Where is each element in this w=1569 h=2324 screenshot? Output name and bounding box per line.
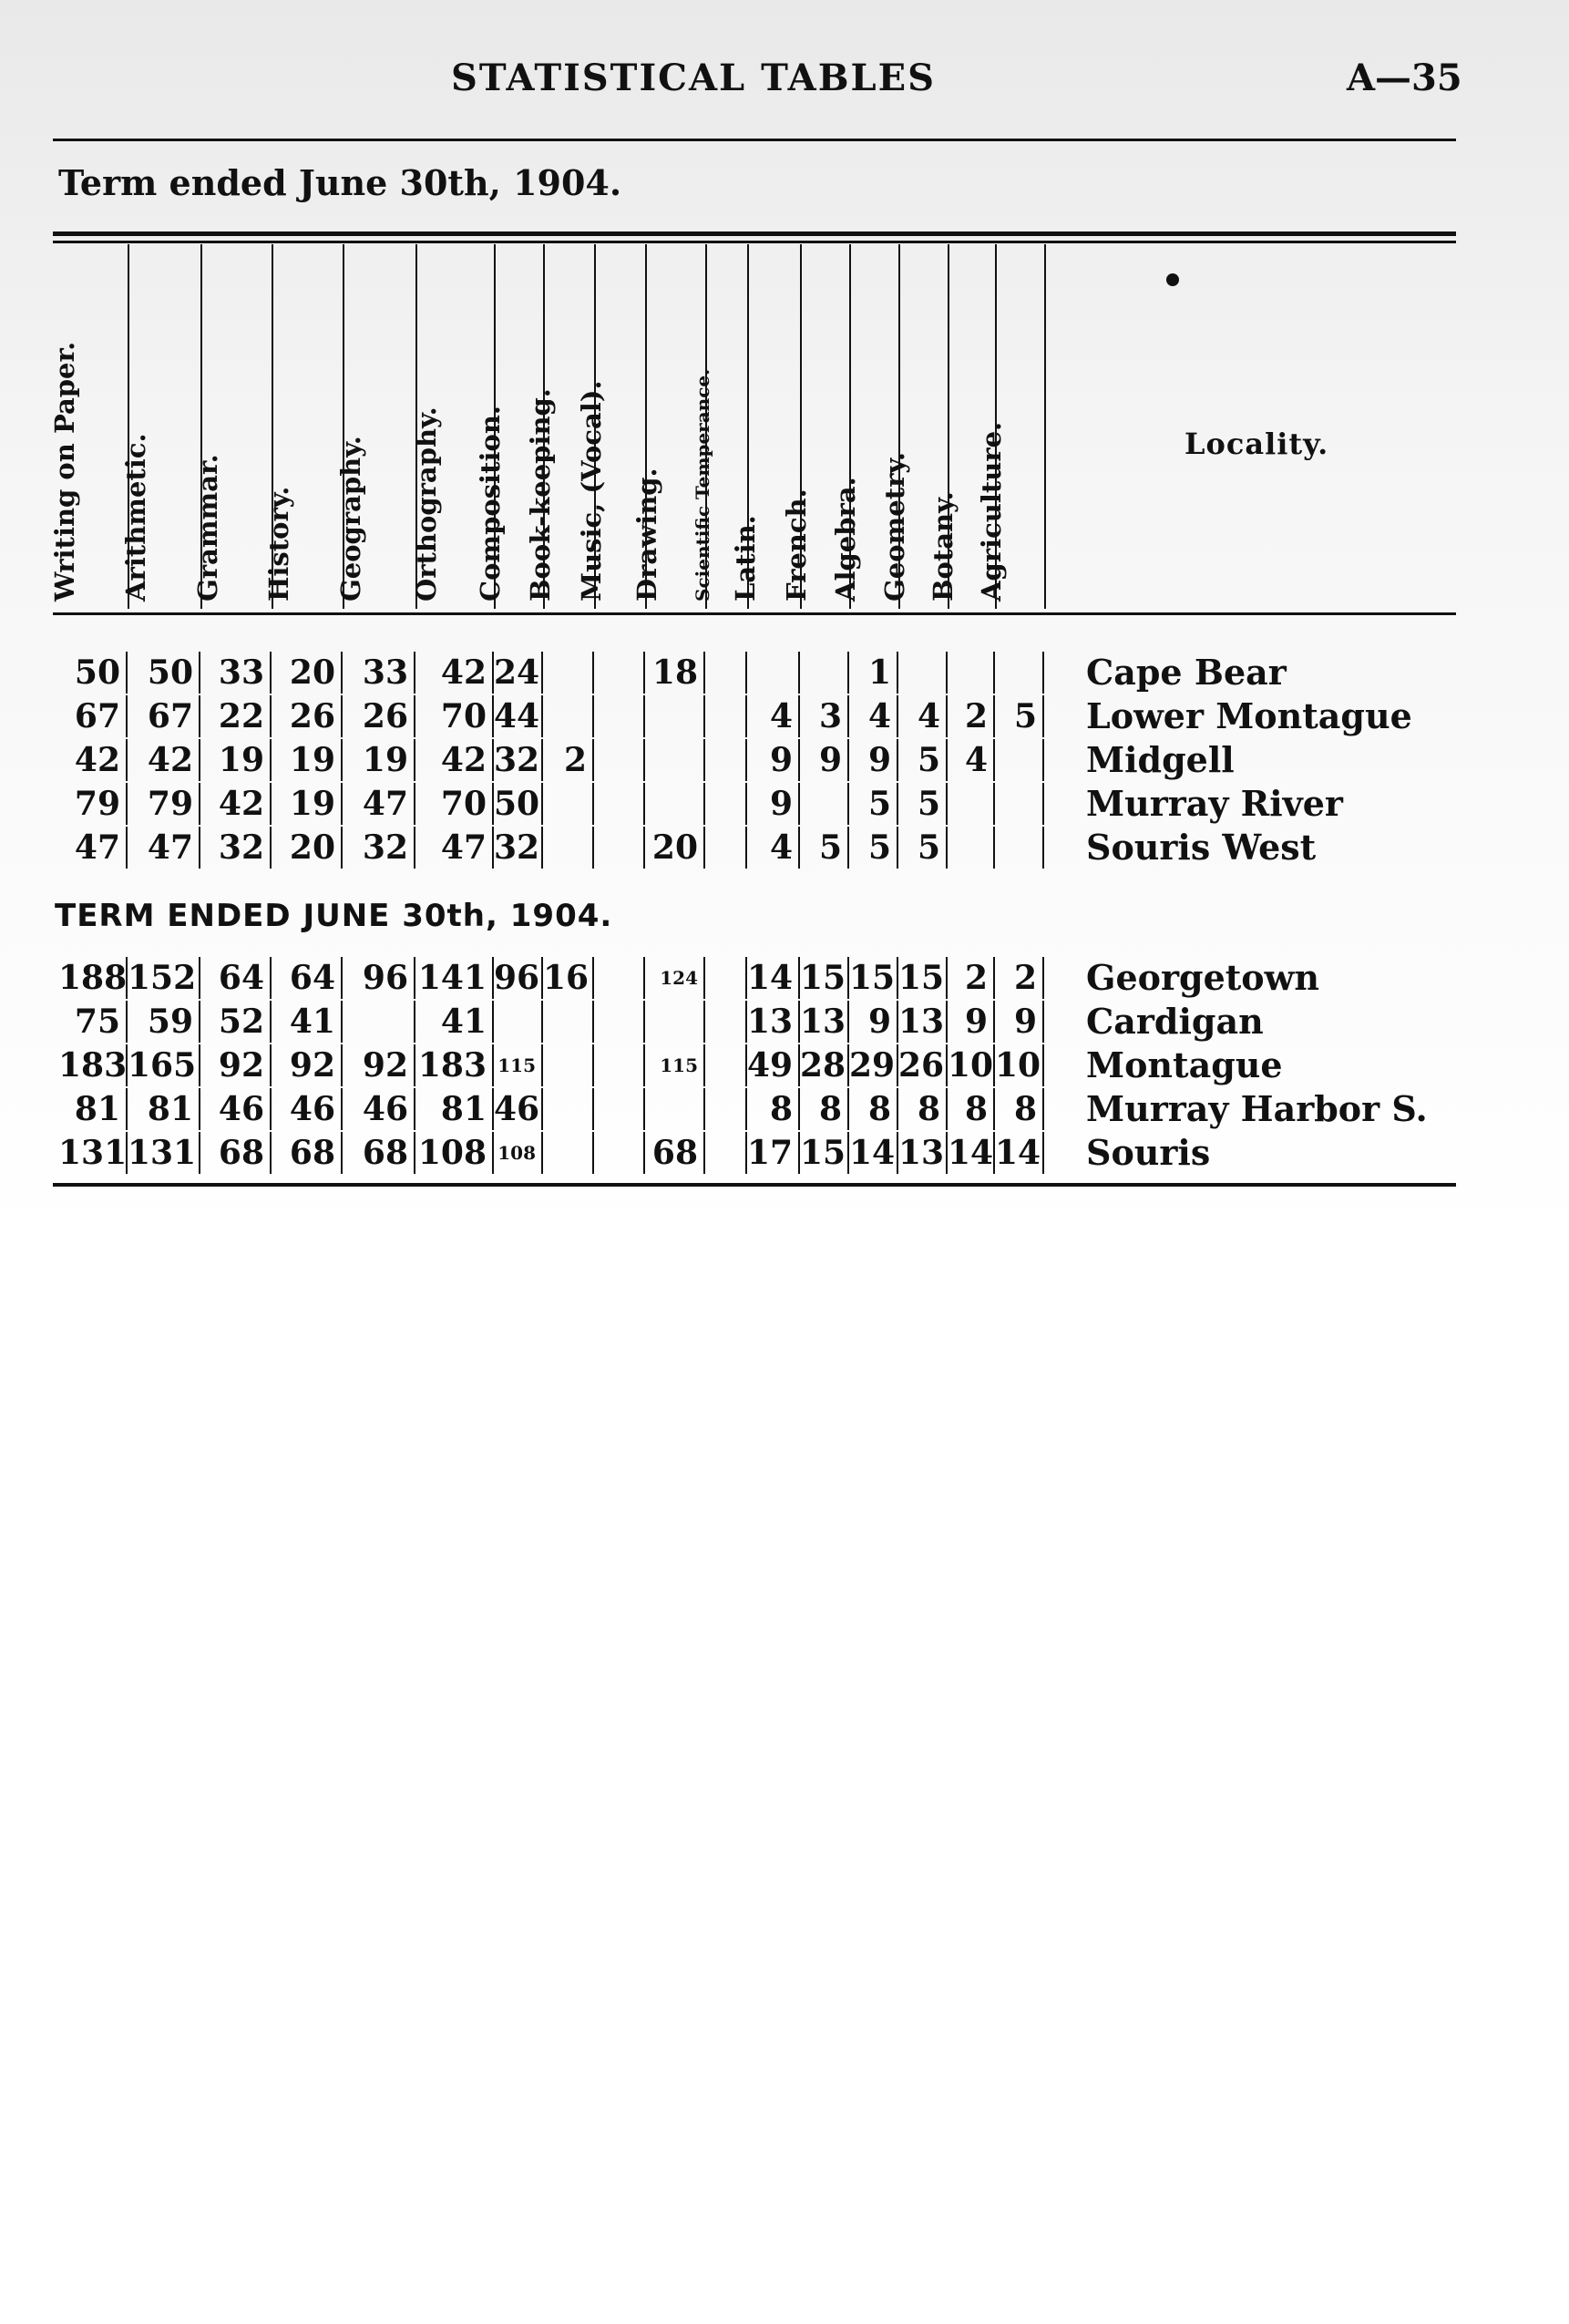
table-cell: 92 [343,1044,415,1086]
table-cell: 13 [898,1001,948,1043]
table-cell: 19 [272,739,343,781]
table-cell: 67 [128,695,200,737]
table-cell: 52 [200,1001,272,1043]
table-cell: 42 [128,739,200,781]
table-cell: 68 [200,1132,272,1174]
table-cell: 44 [494,695,543,737]
table-cell: 1 [849,652,898,694]
table-cell: 5 [898,783,948,825]
locality-name: Midgell [1086,739,1235,780]
table-cell: 2 [995,957,1044,999]
table-cell [343,1001,415,1043]
table-cell [645,1088,705,1130]
table-cell: 19 [200,739,272,781]
table-cell [594,1001,645,1043]
table-cell: 4 [898,695,948,737]
table-cell: 46 [272,1088,343,1130]
column-header [120,244,202,609]
table-cell: 5 [800,827,849,869]
table-cell: 14 [747,957,800,999]
table-cell: 81 [128,1088,200,1130]
table-cell: 10 [948,1046,994,1085]
table-cell: 115 [494,1044,543,1086]
table-cell: 15 [800,1132,849,1174]
table-cell: 50 [58,652,128,694]
column-header-label: Botany. [928,491,959,602]
table-cell [995,827,1044,869]
column-header [263,244,344,609]
table-cell: 8 [800,1088,849,1130]
ink-dot [1166,273,1179,286]
table-cell [705,1088,747,1130]
table-cell [543,1132,594,1174]
table-cell: 42 [200,783,272,825]
column-header-label: History. [263,486,294,602]
table-cell: 9 [995,1001,1044,1043]
table-cell: 26 [898,1044,948,1086]
table-cell: 8 [747,1088,800,1130]
table-cell: 67 [58,695,128,737]
table-cell: 20 [645,827,705,869]
table-cell: 14 [849,1132,898,1174]
table-cell: 131 [128,1132,200,1174]
table-cell [594,739,645,781]
table-cell: 59 [128,1001,200,1043]
table-bottom-rule [53,1183,1456,1187]
table-cell [800,783,849,825]
table-cell: 141 [415,957,494,999]
table-cell: 20 [272,652,343,694]
table-cell: 29 [849,1044,898,1086]
table-cell [543,1088,594,1130]
column-header-label: Geography. [335,436,366,602]
table-cell: 9 [948,1001,995,1043]
locality-name: Cape Bear [1086,652,1287,693]
table-cell: 9 [849,1001,898,1043]
table-cell: 5 [898,739,948,781]
table-cell [594,695,645,737]
table-cell [948,783,995,825]
page-heading: STATISTICAL TABLES [451,57,936,99]
table-cell: 79 [128,783,200,825]
table-cell: 8 [948,1088,995,1130]
table-cell [995,739,1044,781]
table-cell [705,1001,747,1043]
table-cell: 124 [645,957,705,999]
table-cell [594,783,645,825]
table-cell: 46 [494,1088,543,1130]
table-cell: 49 [747,1044,800,1086]
table-cell: 165 [128,1044,200,1086]
table-cell: 2 [543,739,594,781]
table-cell [543,827,594,869]
column-header-label: Grammar. [192,454,223,602]
section-2-title: TERM ENDED JUNE 30th, 1904. [55,898,613,934]
table-cell: 81 [58,1088,128,1130]
column-header-label: Algebra. [830,477,861,602]
table-cell: 15 [898,957,948,999]
table-cell [594,1088,645,1130]
table-subtitle: Term ended June 30th, 1904. [58,162,622,203]
table-cell: 47 [415,827,494,869]
table-cell: 81 [415,1088,494,1130]
table-cell: 16 [543,957,594,999]
table-cell [594,957,645,999]
column-header-label: Agriculture. [976,421,1007,602]
locality-name: Montague [1086,1044,1283,1085]
table-cell [543,695,594,737]
table-cell: 5 [849,827,898,869]
locality-name: Souris West [1086,827,1317,868]
column-header [976,244,1046,609]
table-cell [543,652,594,694]
column-header [335,244,417,609]
locality-name: Murray Harbor S. [1086,1088,1428,1129]
table-cell: 41 [415,1001,494,1043]
table-cell: 22 [200,695,272,737]
table-cell: 4 [948,739,995,781]
locality-name: Lower Montague [1086,695,1412,736]
column-header [192,244,273,609]
table-cell: 5 [995,695,1044,737]
table-cell: 3 [800,695,849,737]
table-cell [705,739,747,781]
table-cell: 10 [995,1044,1044,1086]
column-header-label: Drawing. [631,468,662,602]
table-cell: 68 [343,1132,415,1174]
table-cell [543,783,594,825]
table-cell: 33 [200,652,272,694]
table-cell: 13 [898,1132,948,1174]
column-header [49,244,129,609]
locality-name: Cardigan [1086,1001,1264,1042]
table-cell: 18 [645,652,705,694]
table-cell: 92 [272,1044,343,1086]
table-cell [645,1001,705,1043]
table-cell [494,1001,543,1043]
table-cell: 14 [948,1134,994,1172]
locality-header: Locality. [1184,427,1329,461]
table-cell [995,652,1044,694]
table-cell: 15 [849,957,898,999]
table-cell [705,1132,747,1174]
table-cell [705,1044,747,1086]
table-cell: 32 [494,739,543,781]
table-cell: 183 [58,1046,128,1085]
column-header-label: Arithmetic. [120,433,151,602]
table-cell: 108 [494,1132,543,1174]
column-header-label: Book-keeping. [525,388,556,602]
table-cell: 32 [200,827,272,869]
table-cell: 19 [343,739,415,781]
table-cell: 70 [415,783,494,825]
table-cell: 9 [747,739,800,781]
table-cell: 46 [200,1088,272,1130]
table-cell: 183 [415,1044,494,1086]
table-cell [594,1044,645,1086]
table-cell: 13 [800,1001,849,1043]
table-cell: 50 [128,652,200,694]
table-cell [705,827,747,869]
table-cell: 5 [898,827,948,869]
table-cell: 4 [747,827,800,869]
table-cell: 32 [343,827,415,869]
column-header-label: Writing on Paper. [49,341,80,602]
table-cell: 8 [995,1088,1044,1130]
table-cell: 28 [800,1044,849,1086]
table-cell: 75 [58,1001,128,1043]
table-cell [645,695,705,737]
table-cell: 8 [898,1088,948,1130]
table-cell: 131 [58,1134,128,1172]
table-cell [898,652,948,694]
column-header-label: Orthography. [411,406,442,602]
table-cell: 96 [494,957,543,999]
top-rule [53,139,1456,141]
table-cell [594,652,645,694]
table-cell: 9 [849,739,898,781]
table-cell: 108 [415,1132,494,1174]
table-cell: 68 [645,1132,705,1174]
table-cell [594,1132,645,1174]
table-cell [747,652,800,694]
table-cell: 42 [58,739,128,781]
table-cell: 96 [343,957,415,999]
table-cell: 4 [747,695,800,737]
table-cell: 17 [747,1132,800,1174]
table-cell [800,652,849,694]
table-cell: 20 [272,827,343,869]
table-cell: 152 [128,957,200,999]
table-cell: 47 [128,827,200,869]
table-cell: 50 [494,783,543,825]
table-cell: 13 [747,1001,800,1043]
column-header-label: Composition. [475,405,506,602]
header-bottom-rule [53,612,1456,615]
table-cell: 41 [272,1001,343,1043]
table-cell: 32 [494,827,543,869]
column-header-label: Latin. [730,515,761,602]
table-cell [995,783,1044,825]
table-cell [543,1001,594,1043]
table-cell: 64 [272,957,343,999]
column-header-label: Geometry. [879,452,910,602]
table-cell: 64 [200,957,272,999]
locality-name: Souris [1086,1132,1211,1173]
table-cell: 42 [415,652,494,694]
table-cell: 47 [343,783,415,825]
table-cell: 14 [995,1132,1044,1174]
table-cell: 5 [849,783,898,825]
table-cell: 68 [272,1132,343,1174]
table-cell: 4 [849,695,898,737]
column-header-label: Scientific Temperance. [692,368,713,602]
column-header-label: Music, (Vocal). [576,380,607,602]
table-cell [645,783,705,825]
table-cell [705,957,747,999]
table-cell [705,695,747,737]
table-cell: 2 [948,695,995,737]
table-cell: 24 [494,652,543,694]
table-cell: 115 [645,1044,705,1086]
table-cell: 42 [415,739,494,781]
table-cell: 92 [200,1044,272,1086]
table-cell: 26 [272,695,343,737]
page-number: A—35 [1347,57,1462,99]
table-cell [645,739,705,781]
table-cell: 2 [948,957,995,999]
table-cell: 9 [747,783,800,825]
double-rule-top [53,231,1456,236]
locality-name: Georgetown [1086,957,1319,998]
column-header-label: French. [781,488,812,602]
table-cell [594,827,645,869]
table-cell: 8 [849,1088,898,1130]
table-cell: 9 [800,739,849,781]
table-cell: 188 [58,959,128,997]
table-cell: 46 [343,1088,415,1130]
locality-name: Murray River [1086,783,1343,824]
table-cell: 33 [343,652,415,694]
table-cell: 15 [800,957,849,999]
table-cell: 79 [58,783,128,825]
table-cell [948,652,995,694]
table-cell [705,783,747,825]
table-cell: 47 [58,827,128,869]
table-cell [705,652,747,694]
table-cell [948,827,995,869]
table-cell: 26 [343,695,415,737]
double-rule-bottom [53,241,1456,243]
table-cell: 19 [272,783,343,825]
table-cell [543,1044,594,1086]
table-cell: 70 [415,695,494,737]
